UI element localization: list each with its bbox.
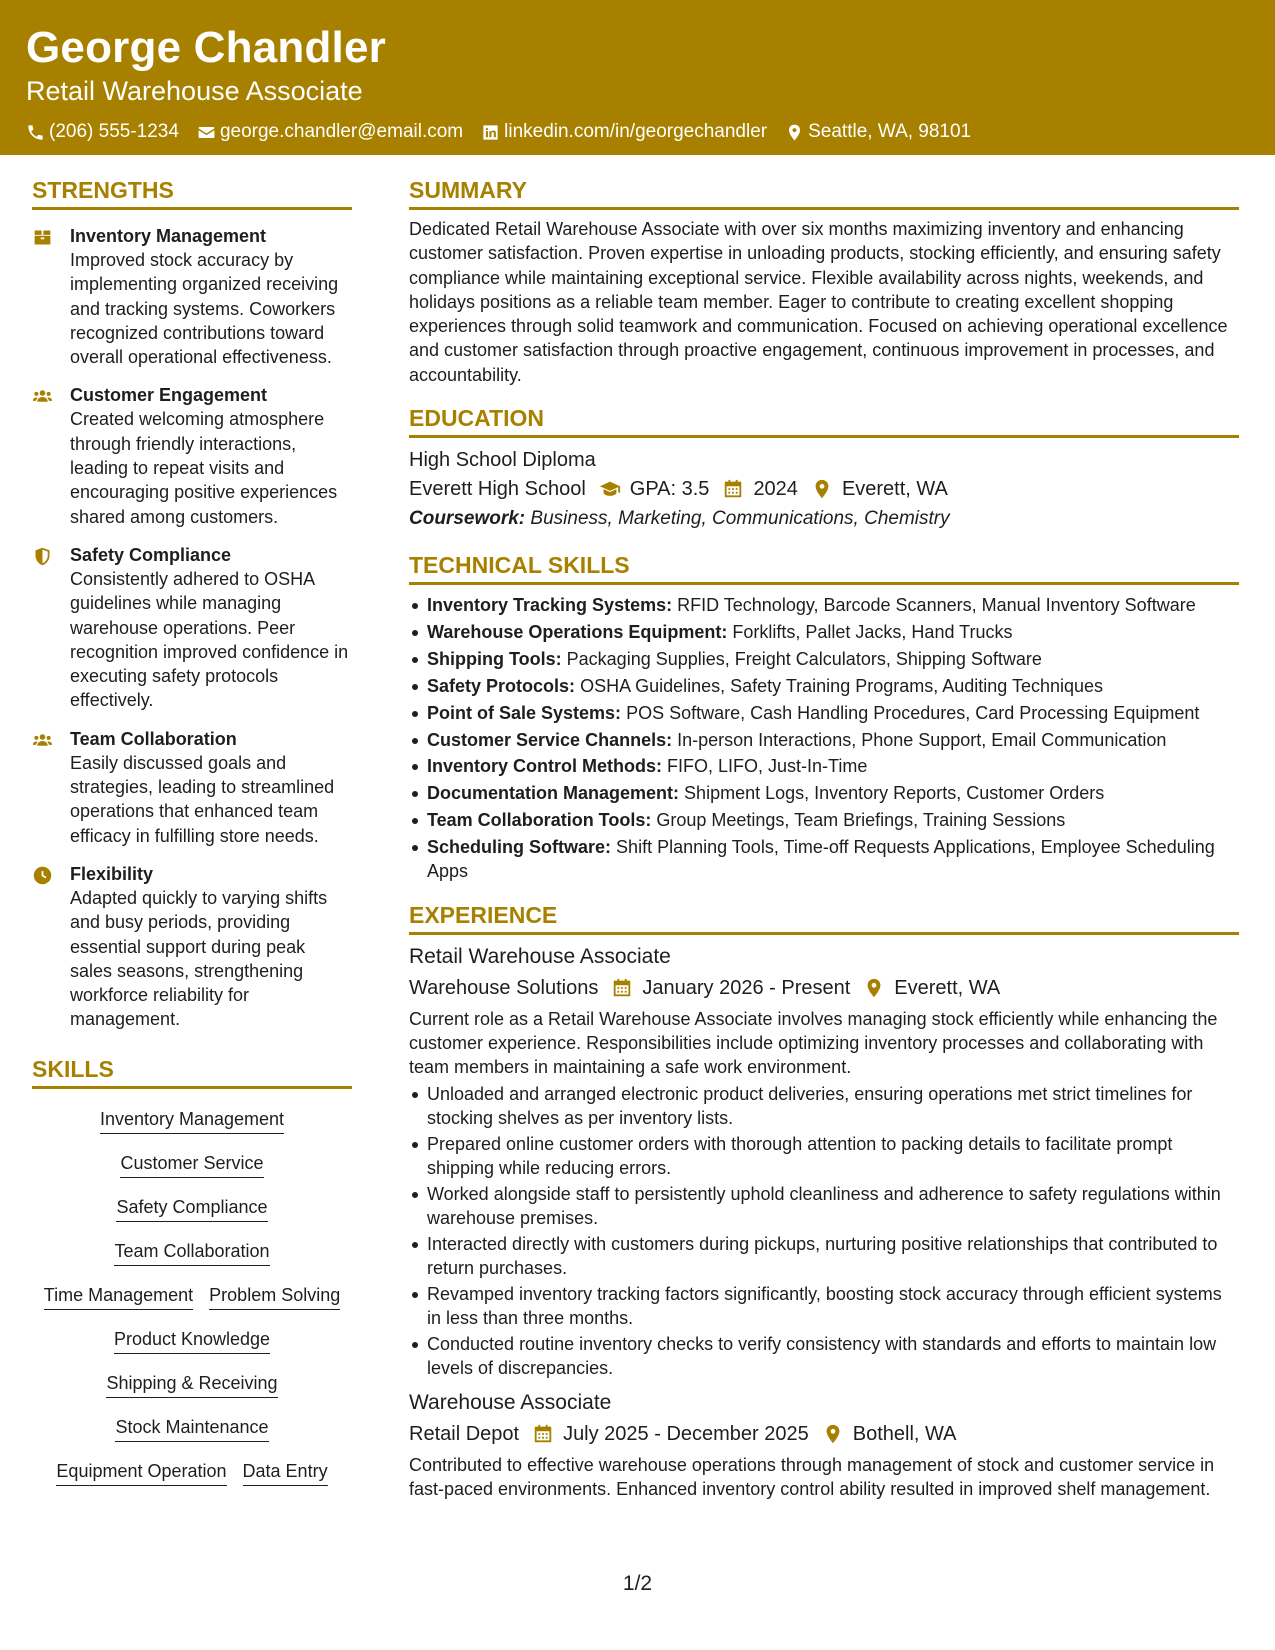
job-dates (532, 1419, 809, 1449)
tech-skill-value: In-person Interactions, Phone Support, Email Communication (677, 729, 1167, 750)
strength-item (32, 727, 352, 848)
clock-icon (32, 865, 53, 886)
calendar-icon (611, 977, 633, 999)
tech-skill-label: Scheduling Software: (427, 837, 612, 858)
strengths-heading: STRENGTHS (32, 175, 352, 210)
tech-skill-item (409, 674, 1239, 698)
job-meta (409, 973, 1239, 1003)
strength-desc: Easily discussed goals and strategies, leading to streamlined operations that enhanced team efficacy in fulfilling store needs. (70, 752, 335, 846)
shield-icon (32, 546, 53, 567)
degree-title: High School Diploma (409, 449, 596, 472)
job-bullet: Worked alongside staff to persistently uphold cleanliness and adherence to safety regulations within warehouse premises. (409, 1182, 1239, 1231)
map-pin-icon (822, 1423, 844, 1445)
tech-skill-item (409, 728, 1239, 752)
coursework-label: Coursework: (409, 508, 526, 530)
tech-skill-label: Shipping Tools: (427, 648, 562, 669)
job-bullets (409, 1082, 1239, 1381)
page-number: 1/2 (622, 1572, 653, 1595)
tech-skill-value: Forklifts, Pallet Jacks, Hand Trucks (732, 621, 1013, 642)
skill-tag: Product Knowledge (114, 1327, 270, 1354)
gpa (599, 474, 710, 504)
right-column (409, 175, 1239, 1501)
strength-item (32, 862, 352, 1032)
tech-skill-value: Shipment Logs, Inventory Reports, Customer Orders (684, 783, 1105, 804)
map-pin-icon (785, 123, 804, 142)
technical-skills-heading: TECHNICAL SKILLS (409, 550, 1239, 585)
skill-tag: Time Management (44, 1283, 193, 1310)
tech-skill-item (409, 835, 1239, 884)
tech-skill-value: RFID Technology, Barcode Scanners, Manual Inventory Software (677, 595, 1196, 616)
skills-list (32, 1089, 352, 1495)
education-meta (409, 474, 1239, 504)
tech-skill-item (409, 620, 1239, 644)
job-location (822, 1419, 957, 1449)
contact-linkedin[interactable] (481, 120, 767, 144)
skill-tag: Problem Solving (209, 1283, 340, 1310)
left-column (32, 175, 352, 1495)
map-pin-icon (863, 977, 885, 999)
strength-item (32, 543, 352, 713)
skill-tag: Shipping & Receiving (106, 1371, 277, 1398)
school-location-text: Everett, WA (841, 478, 948, 501)
strength-title: Flexibility (70, 863, 154, 884)
coursework-text: Business, Marketing, Communications, Chemistry (530, 508, 950, 530)
school-text: Everett High School (409, 478, 586, 501)
tech-skill-label: Team Collaboration Tools: (427, 810, 652, 831)
contact-bar (26, 120, 1249, 144)
candidate-role: Retail Warehouse Associate (26, 76, 363, 106)
tech-skill-value: OSHA Guidelines, Safety Training Programs, Auditing Techniques (580, 675, 1104, 696)
skills-heading: SKILLS (32, 1054, 352, 1089)
strength-desc: Created welcoming atmosphere through friendly interactions, leading to repeat visits and encouraging positive experiences shared among customers. (70, 409, 338, 527)
tech-skill-item (409, 647, 1239, 671)
job-bullet: Conducted routine inventory checks to verify consistency with standards and efforts to maintain low levels of discrepancies. (409, 1332, 1239, 1381)
year-text: 2024 (753, 478, 798, 501)
job-bullet: Revamped inventory tracking factors significantly, boosting stock accuracy through efficient systems in less than three months. (409, 1282, 1239, 1331)
grad-year (722, 474, 798, 504)
skill-tag: Inventory Management (100, 1107, 284, 1134)
strength-item (32, 383, 352, 528)
contact-email[interactable] (197, 120, 463, 144)
calendar-icon (722, 478, 744, 500)
school-location (811, 474, 948, 504)
coursework (409, 504, 1239, 534)
strength-title: Safety Compliance (70, 544, 232, 565)
job-entry (409, 943, 1239, 1381)
skill-tag: Safety Compliance (116, 1195, 267, 1222)
gpa-text: GPA: 3.5 (629, 478, 710, 501)
tech-skill-item (409, 701, 1239, 725)
users-icon (32, 730, 53, 751)
job-description: Current role as a Retail Warehouse Associate involves managing stock efficiently while enhancing the customer experience. Responsibilities include optimizing inventory processes and collaborating with team members in maintaining a safe work environment. (409, 1008, 1218, 1078)
skill-tag: Data Entry (243, 1459, 328, 1486)
strength-title: Customer Engagement (70, 385, 268, 406)
job-location-text: Everett, WA (894, 976, 1001, 999)
tech-skill-item (409, 593, 1239, 617)
linkedin-text[interactable]: linkedin.com/in/georgechandler (504, 121, 768, 142)
company-name (409, 973, 598, 1003)
candidate-name: George Chandler (26, 23, 386, 72)
tech-skill-label: Inventory Control Methods: (427, 756, 662, 777)
resume-header (0, 0, 1275, 155)
technical-skills-list (409, 593, 1239, 884)
education-section (409, 403, 1239, 534)
tech-skill-value: FIFO, LIFO, Just-In-Time (667, 756, 868, 777)
tech-skill-label: Point of Sale Systems: (427, 702, 622, 723)
dates-text: January 2026 - Present (642, 976, 851, 999)
summary-section (409, 175, 1239, 387)
tech-skill-label: Safety Protocols: (427, 675, 576, 696)
tech-skill-value: Packaging Supplies, Freight Calculators, Shipping Software (566, 648, 1042, 669)
phone-text: (206) 555-1234 (49, 121, 179, 142)
tech-skill-item (409, 808, 1239, 832)
skill-tag: Equipment Operation (56, 1459, 226, 1486)
phone-icon (26, 123, 45, 142)
mail-icon (197, 123, 216, 142)
strength-desc: Consistently adhered to OSHA guidelines while managing warehouse operations. Peer recognition improved confidence in executing safety protocols effectively. (70, 568, 349, 711)
tech-skill-value: Shift Planning Tools, Time-off Requests Applications, Employee Scheduling Apps (427, 837, 1215, 882)
technical-skills-section (409, 550, 1239, 884)
job-location-text: Bothell, WA (852, 1422, 957, 1445)
company-text: Retail Depot (409, 1422, 520, 1445)
education-heading: EDUCATION (409, 403, 1239, 438)
job-bullet: Interacted directly with customers during pickups, nurturing positive relationships that contributed to return purchases. (409, 1232, 1239, 1281)
tech-skill-value: POS Software, Cash Handling Procedures, Card Processing Equipment (626, 702, 1200, 723)
job-entry (409, 1389, 1239, 1502)
graduation-cap-icon (599, 478, 621, 500)
calendar-icon (532, 1423, 554, 1445)
job-title: Retail Warehouse Associate (409, 944, 671, 968)
tech-skill-item (409, 754, 1239, 778)
map-pin-icon (811, 478, 833, 500)
job-dates (611, 973, 850, 1003)
tech-skill-label: Warehouse Operations Equipment: (427, 621, 728, 642)
tech-skill-item (409, 781, 1239, 805)
contact-location (785, 120, 971, 144)
strength-title: Team Collaboration (70, 728, 237, 749)
job-bullet: Unloaded and arranged electronic product deliveries, ensuring operations met strict timelines for stocking shelves as per inventory lists. (409, 1082, 1239, 1131)
box-icon (32, 227, 53, 248)
job-location (863, 973, 1000, 1003)
users-icon (32, 386, 53, 407)
strength-desc: Adapted quickly to varying shifts and busy periods, providing essential support during peak sales seasons, strengthening workforce reliability for management. (70, 887, 328, 1030)
tech-skill-value: Group Meetings, Team Briefings, Training Sessions (656, 810, 1066, 831)
summary-heading: SUMMARY (409, 175, 1239, 210)
location-text: Seattle, WA, 98101 (808, 121, 972, 142)
skill-tag: Stock Maintenance (115, 1415, 268, 1442)
tech-skill-label: Customer Service Channels: (427, 729, 673, 750)
job-title: Warehouse Associate (409, 1390, 612, 1414)
experience-heading: EXPERIENCE (409, 900, 1239, 935)
summary-text: Dedicated Retail Warehouse Associate with over six months maximizing inventory and enhancing customer satisfaction. Proven expertise in unloading products, stocking efficiently, and ensuring safety compliance while maintaining exceptional service. Flexible availability across nights, weekends, and holidays positions as a reliable team member. Eager to contribute to creating excellent shopping experiences through solid teamwork and communication. Focused on achieving operational excellence and customer satisfaction through proactive engagement, continuous improvement in processes, and accountability. (409, 219, 1228, 385)
school-name (409, 474, 586, 504)
email-text[interactable]: george.chandler@email.com (219, 121, 464, 142)
linkedin-icon (481, 123, 500, 142)
job-meta (409, 1419, 1239, 1449)
contact-phone (26, 120, 179, 144)
strength-title: Inventory Management (70, 226, 267, 246)
skill-tag: Team Collaboration (114, 1239, 269, 1266)
tech-skill-label: Inventory Tracking Systems: (427, 595, 673, 616)
experience-section (409, 900, 1239, 1502)
strength-item (32, 224, 352, 369)
job-description: Contributed to effective warehouse operations through management of stock and customer service in fast-paced environments. Enhanced inventory control ability resulted in improved shelf management. (409, 1454, 1215, 1499)
strength-desc: Improved stock accuracy by implementing organized receiving and tracking systems. Coworkers recognized contributions toward overall operational effectiveness. (70, 250, 339, 368)
dates-text: July 2025 - December 2025 (563, 1422, 809, 1445)
job-bullet: Prepared online customer orders with thorough attention to packing details to facilitate prompt shipping while reducing errors. (409, 1132, 1239, 1181)
company-text: Warehouse Solutions (409, 976, 599, 999)
company-name (409, 1419, 519, 1449)
skill-tag: Customer Service (120, 1151, 263, 1178)
tech-skill-label: Documentation Management: (427, 783, 680, 804)
